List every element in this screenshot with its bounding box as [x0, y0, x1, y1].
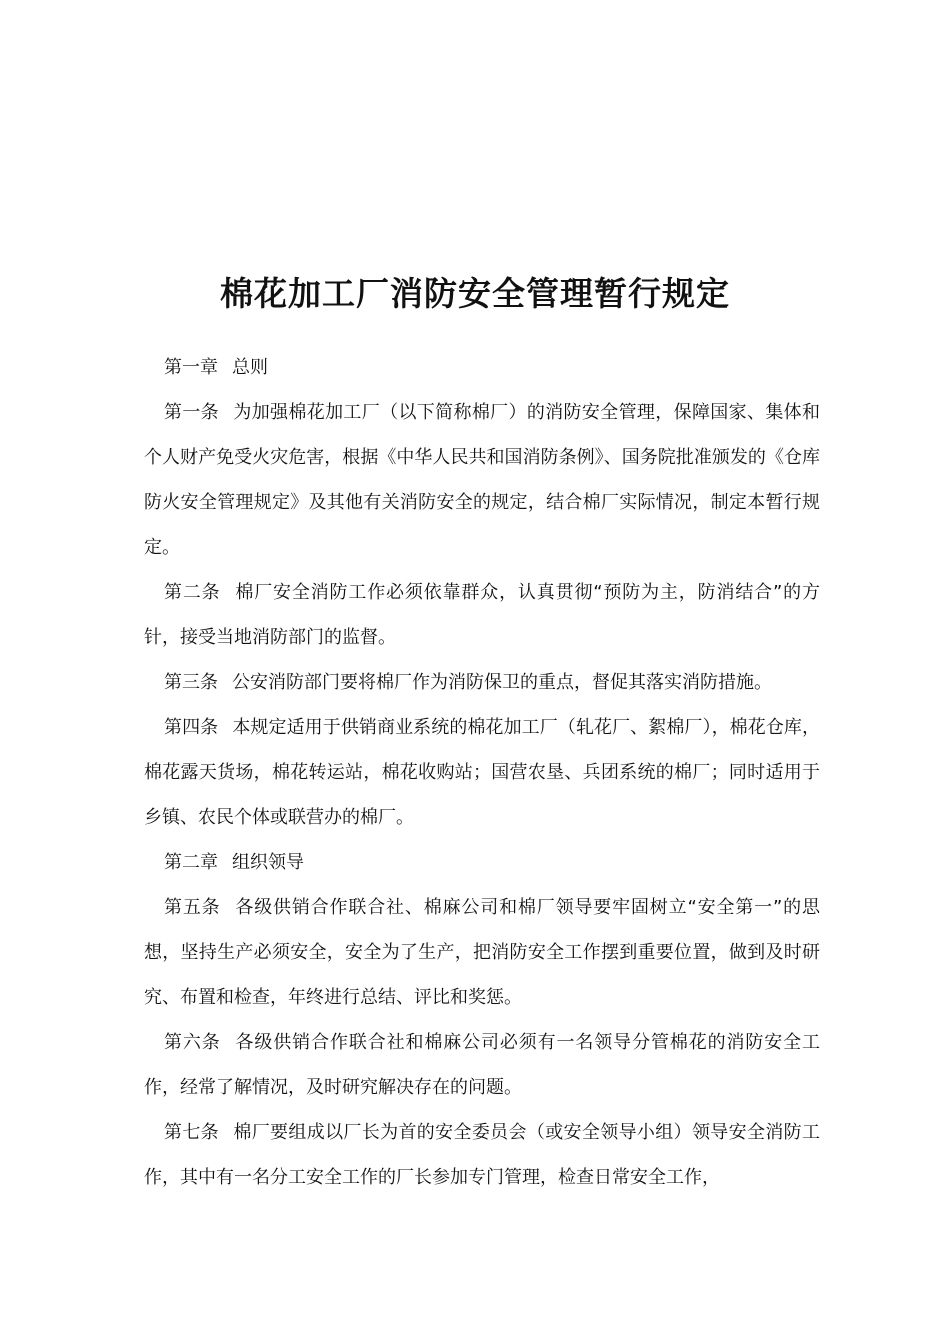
article-6	[144, 1020, 820, 1110]
chapter-name: 组织领导	[232, 852, 304, 873]
article-2	[144, 570, 820, 660]
article-text: 本规定适用于供销商业系统的棉花加工厂（轧花厂、絮棉厂），棉花仓库，棉花露天货场，棉花转运站，棉花收购站；国营农垦、兵团系统的棉厂；同时适用于乡镇、农民个体或联营办的棉厂。	[144, 717, 820, 828]
article-3	[144, 660, 820, 705]
article-text: 公安消防部门要将棉厂作为消防保卫的重点，督促其落实消防措施。	[232, 672, 772, 693]
chapter-heading-1	[144, 345, 820, 390]
document-body	[144, 345, 820, 1200]
chapter-heading-2	[144, 840, 820, 885]
article-4	[144, 705, 820, 840]
document-title: 棉花加工厂消防安全管理暂行规定	[220, 274, 730, 314]
chapter-label: 第二章	[164, 852, 218, 873]
chapter-label: 第一章	[164, 357, 218, 378]
article-label: 第一条	[164, 402, 220, 423]
article-label: 第六条	[164, 1032, 221, 1053]
article-7	[144, 1110, 820, 1200]
article-label: 第三条	[164, 672, 218, 693]
article-label: 第二条	[164, 582, 221, 603]
article-5	[144, 885, 820, 1020]
article-label: 第四条	[164, 717, 219, 738]
article-1	[144, 390, 820, 570]
chapter-name: 总则	[232, 357, 268, 378]
article-label: 第五条	[164, 897, 221, 918]
article-text: 各级供销合作联合社和棉麻公司必须有一名领导分管棉花的消防安全工作，经常了解情况，及时研究解决存在的问题。	[144, 1032, 821, 1098]
article-text: 各级供销合作联合社、棉麻公司和棉厂领导要牢固树立“安全第一”的思想，坚持生产必须安全，安全为了生产，把消防安全工作摆到重要位置，做到及时研究、布置和检查，年终进行总结、评比和奖惩。	[144, 897, 820, 1008]
article-text: 为加强棉花加工厂（以下简称棉厂）的消防安全管理，保障国家、集体和个人财产免受火灾危害，根据《中华人民共和国消防条例》、国务院批准颁发的《仓库防火安全管理规定》及其他有关消防安全的规定，结合棉厂实际情况，制定本暂行规定。	[144, 402, 820, 558]
article-label: 第七条	[164, 1122, 220, 1143]
article-text: 棉厂要组成以厂长为首的安全委员会（或安全领导小组）领导安全消防工作，其中有一名分工安全工作的厂长参加专门管理，检查日常安全工作，	[144, 1122, 820, 1188]
article-text: 棉厂安全消防工作必须依靠群众，认真贯彻“预防为主，防消结合”的方针，接受当地消防部门的监督。	[144, 582, 820, 648]
